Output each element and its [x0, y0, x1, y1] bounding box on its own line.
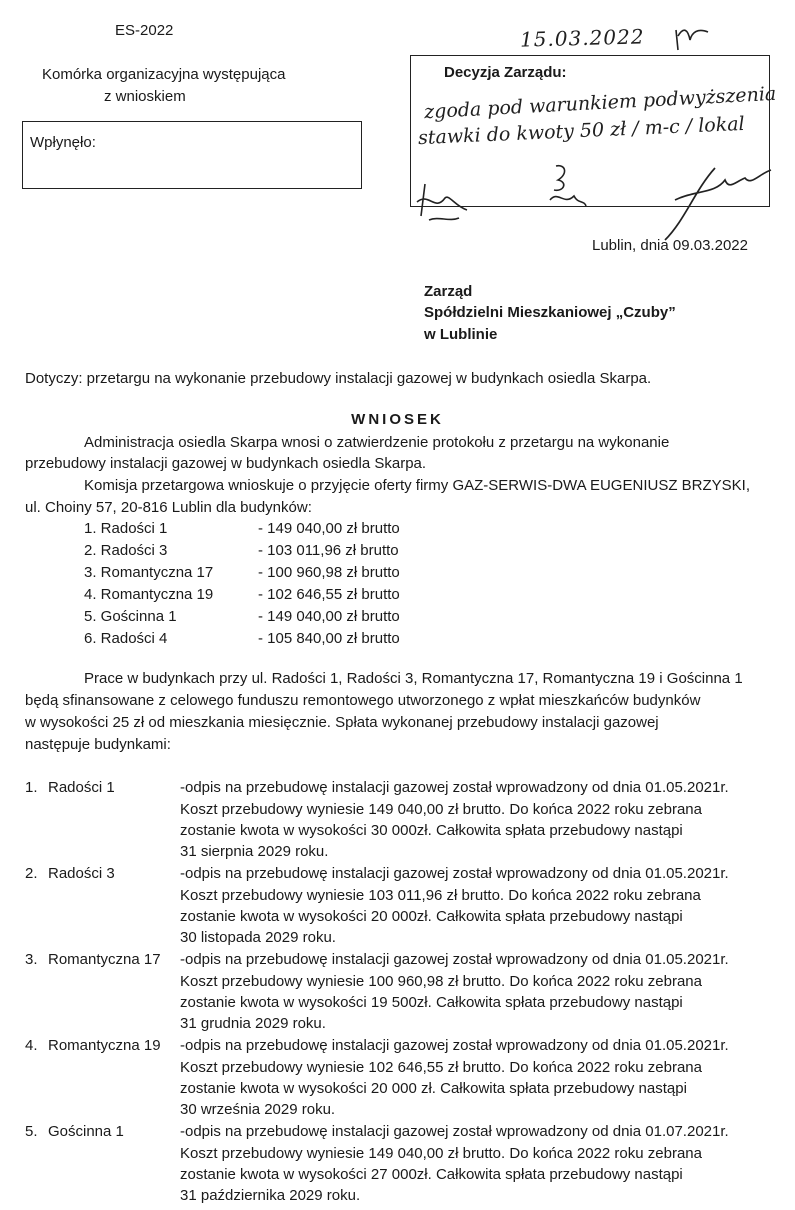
schedule-text-line: -odpis na przebudowę instalacji gazowej został wprowadzony od dnia 01.05.2021r.	[180, 951, 729, 968]
building-item-value: - 149 040,00 zł brutto	[258, 520, 400, 537]
decision-handwritten-line2: stawki do kwoty 50 zł / m-c / lokal	[417, 112, 746, 150]
addressee-line2: Spółdzielni Mieszkaniowej „Czuby”	[424, 304, 676, 321]
schedule-text-line: zostanie kwota w wysokości 30 000zł. Całkowita spłata przebudowy nastąpi	[180, 822, 683, 839]
intro-line: Administracja osiedla Skarpa wnosi o zatwierdzenie protokołu z przetargu na wykonanie	[84, 434, 670, 451]
organizational-unit-line2: z wnioskiem	[104, 88, 186, 105]
schedule-number: 2.	[25, 865, 38, 882]
place-and-date: Lublin, dnia 09.03.2022	[592, 237, 748, 254]
decision-handwritten-line1: zgoda pod warunkiem podwyższenia	[423, 82, 777, 124]
schedule-text-line: zostanie kwota w wysokości 20 000zł. Całkowita spłata przebudowy nastąpi	[180, 908, 683, 925]
building-item-value: - 105 840,00 zł brutto	[258, 630, 400, 647]
schedule-building-name: Gościnna 1	[48, 1123, 124, 1140]
schedule-text-line: -odpis na przebudowę instalacji gazowej został wprowadzony od dnia 01.05.2021r.	[180, 865, 729, 882]
works-line: Prace w budynkach przy ul. Radości 1, Radości 3, Romantyczna 17, Romantyczna 19 i Gościnna 1	[84, 670, 743, 687]
schedule-building-name: Romantyczna 19	[48, 1037, 161, 1054]
schedule-text-line: zostanie kwota w wysokości 19 500zł. Całkowita spłata przebudowy nastąpi	[180, 994, 683, 1011]
date-initials-signature	[672, 20, 712, 54]
schedule-building-name: Radości 1	[48, 779, 115, 796]
schedule-text-line: -odpis na przebudowę instalacji gazowej został wprowadzony od dnia 01.05.2021r.	[180, 1037, 729, 1054]
intro-line: Komisja przetargowa wnioskuje o przyjęcie oferty firmy GAZ-SERWIS-DWA EUGENIUSZ BRZYSKI,	[84, 477, 750, 494]
schedule-text-line: Koszt przebudowy wyniesie 103 011,96 zł brutto. Do końca 2022 roku zebrana	[180, 887, 701, 904]
schedule-text-line: 30 listopada 2029 roku.	[180, 929, 336, 946]
schedule-building-name: Radości 3	[48, 865, 115, 882]
schedule-text-line: 31 grudnia 2029 roku.	[180, 1015, 326, 1032]
addressee-line3: w Lublinie	[424, 326, 498, 343]
schedule-text-line: Koszt przebudowy wyniesie 149 040,00 zł brutto. Do końca 2022 roku zebrana	[180, 1145, 702, 1162]
building-item-value: - 102 646,55 zł brutto	[258, 586, 400, 603]
schedule-text-line: 31 października 2029 roku.	[180, 1187, 361, 1204]
building-item-label: 1. Radości 1	[84, 520, 168, 537]
schedule-number: 1.	[25, 779, 38, 796]
schedule-number: 4.	[25, 1037, 38, 1054]
schedule-text-line: -odpis na przebudowę instalacji gazowej został wprowadzony od dnia 01.07.2021r.	[180, 1123, 729, 1140]
building-item-label: 2. Radości 3	[84, 542, 168, 559]
organizational-unit-line1: Komórka organizacyjna występująca	[42, 66, 286, 83]
works-line: w wysokości 25 zł od mieszkania miesięcznie. Spłata wykonanej przebudowy instalacji gazowej	[25, 714, 659, 731]
board-decision-title: Decyzja Zarządu:	[444, 64, 567, 81]
schedule-text-line: zostanie kwota w wysokości 27 000zł. Całkowita spłata przebudowy nastąpi	[180, 1166, 683, 1183]
document-number: ES-2022	[115, 22, 174, 39]
building-item-value: - 100 960,98 zł brutto	[258, 564, 400, 581]
schedule-text-line: Koszt przebudowy wyniesie 100 960,98 zł brutto. Do końca 2022 roku zebrana	[180, 973, 702, 990]
schedule-text-line: 30 września 2029 roku.	[180, 1101, 336, 1118]
received-box	[22, 121, 362, 189]
building-item-value: - 149 040,00 zł brutto	[258, 608, 400, 625]
schedule-number: 5.	[25, 1123, 38, 1140]
addressee-line1: Zarząd	[424, 283, 473, 300]
board-member-signature-2	[538, 160, 590, 218]
received-label: Wpłynęło:	[30, 134, 96, 151]
schedule-text-line: zostanie kwota w wysokości 20 000 zł. Całkowita spłata przebudowy nastąpi	[180, 1080, 687, 1097]
schedule-text-line: Koszt przebudowy wyniesie 102 646,55 zł brutto. Do końca 2022 roku zebrana	[180, 1059, 702, 1076]
schedule-number: 3.	[25, 951, 38, 968]
building-item-label: 6. Radości 4	[84, 630, 168, 647]
subject-line: Dotyczy: przetargu na wykonanie przebudowy instalacji gazowej w budynkach osiedla Skarpa.	[25, 370, 652, 387]
document-title: WNIOSEK	[351, 411, 444, 428]
schedule-text-line: -odpis na przebudowę instalacji gazowej został wprowadzony od dnia 01.05.2021r.	[180, 779, 729, 796]
building-item-label: 4. Romantyczna 19	[84, 586, 214, 603]
schedule-building-name: Romantyczna 17	[48, 951, 161, 968]
intro-line: ul. Choiny 57, 20-816 Lublin dla budynków:	[25, 499, 312, 516]
building-item-label: 5. Gościnna 1	[84, 608, 177, 625]
schedule-text-line: Koszt przebudowy wyniesie 149 040,00 zł brutto. Do końca 2022 roku zebrana	[180, 801, 702, 818]
works-line: będą sfinansowane z celowego funduszu remontowego utworzonego z wpłat mieszkańców budynków	[25, 692, 701, 709]
works-line: następuje budynkami:	[25, 736, 171, 753]
building-item-label: 3. Romantyczna 17	[84, 564, 214, 581]
schedule-text-line: 31 sierpnia 2029 roku.	[180, 843, 329, 860]
decision-handwritten-date: 15.03.2022	[519, 24, 645, 52]
intro-line: przebudowy instalacji gazowej w budynkach osiedla Skarpa.	[25, 455, 427, 472]
board-member-signature-1	[415, 176, 475, 228]
building-item-value: - 103 011,96 zł brutto	[258, 542, 399, 559]
